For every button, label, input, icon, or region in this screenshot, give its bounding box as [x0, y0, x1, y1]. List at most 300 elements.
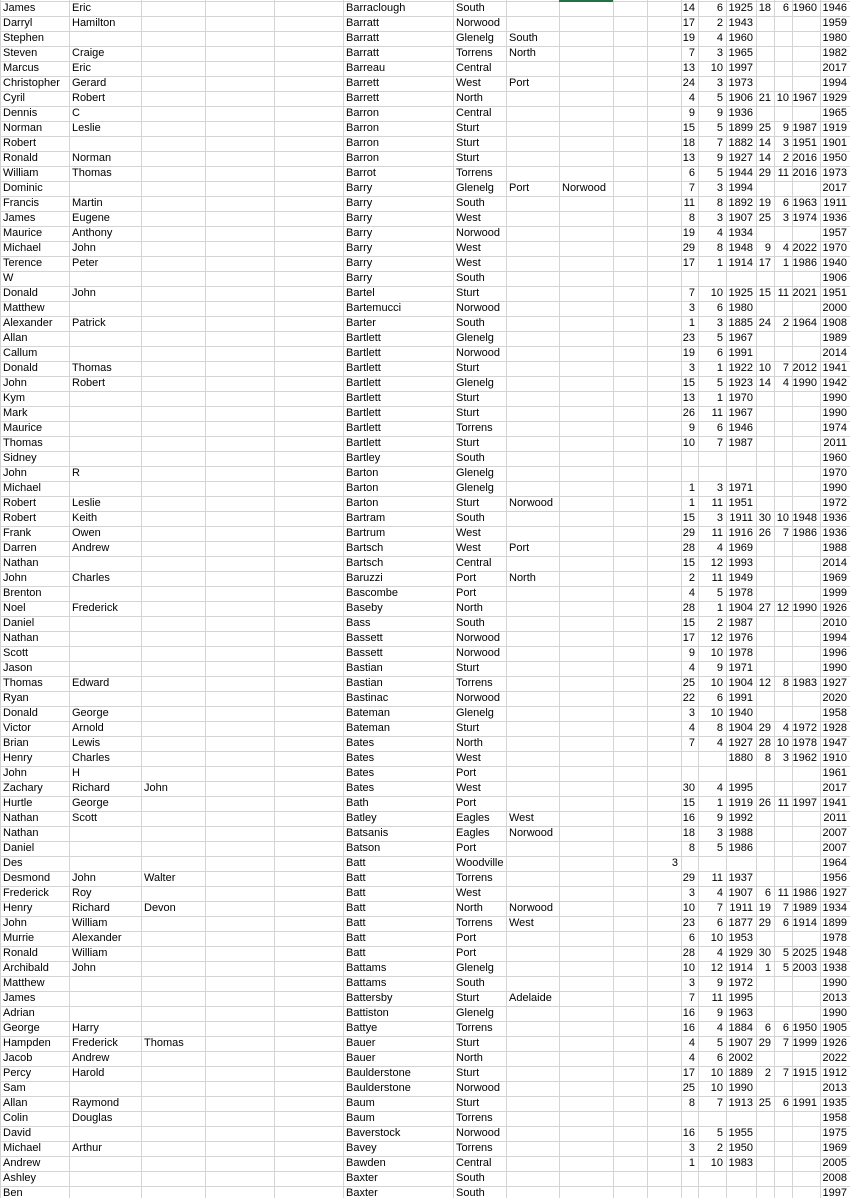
grid-cell[interactable] [144, 886, 205, 901]
grid-cell[interactable] [562, 886, 613, 901]
grid-cell[interactable]: 1899 [728, 122, 753, 134]
grid-cell[interactable]: West [456, 752, 481, 764]
grid-cell[interactable] [509, 226, 559, 241]
grid-cell[interactable] [792, 1141, 817, 1156]
grid-cell[interactable]: South [456, 452, 485, 464]
grid-cell[interactable] [144, 286, 205, 301]
grid-cell[interactable]: North [456, 737, 483, 749]
grid-cell[interactable]: 6 [688, 167, 695, 179]
grid-cell[interactable] [756, 406, 771, 421]
grid-cell[interactable]: 30 [682, 782, 695, 794]
grid-cell[interactable]: 2016 [792, 167, 817, 179]
grid-cell[interactable]: Harry [72, 1022, 99, 1034]
grid-cell[interactable] [509, 451, 559, 466]
grid-cell[interactable] [144, 376, 205, 391]
grid-cell[interactable] [698, 766, 723, 781]
grid-cell[interactable]: 10 [758, 362, 771, 374]
grid-cell[interactable]: 3 [782, 137, 789, 149]
grid-cell[interactable]: Noel [3, 602, 26, 614]
grid-cell[interactable]: Lewis [72, 737, 101, 749]
grid-cell[interactable] [509, 721, 559, 736]
grid-cell[interactable] [509, 841, 559, 856]
grid-cell[interactable] [774, 586, 789, 601]
grid-cell[interactable]: 1973 [822, 167, 847, 179]
grid-cell[interactable]: Ryan [3, 692, 29, 704]
grid-cell[interactable]: Sturt [456, 287, 480, 299]
grid-cell[interactable]: Port [456, 587, 477, 599]
grid-cell[interactable]: West [456, 542, 481, 554]
grid-cell[interactable]: 3 [716, 482, 723, 494]
grid-cell[interactable] [792, 61, 817, 76]
grid-cell[interactable] [562, 331, 613, 346]
grid-cell[interactable] [613, 151, 678, 166]
grid-cell[interactable] [613, 46, 678, 61]
grid-cell[interactable]: Jacob [3, 1052, 33, 1064]
grid-cell[interactable]: 5 [716, 332, 723, 344]
grid-cell[interactable]: Robert [3, 137, 37, 149]
grid-cell[interactable] [562, 616, 613, 631]
grid-cell[interactable]: Eagles [456, 812, 490, 824]
grid-cell[interactable] [613, 61, 678, 76]
grid-cell[interactable] [562, 196, 613, 211]
grid-cell[interactable] [756, 466, 771, 481]
grid-cell[interactable]: John [3, 917, 27, 929]
grid-cell[interactable] [72, 421, 141, 436]
grid-cell[interactable] [792, 586, 817, 601]
grid-cell[interactable]: 10 [682, 962, 695, 974]
grid-cell[interactable] [756, 991, 771, 1006]
grid-cell[interactable] [726, 1186, 753, 1198]
grid-cell[interactable]: 6 [782, 197, 789, 209]
grid-cell[interactable]: Desmond [3, 872, 51, 884]
grid-cell[interactable]: 1904 [728, 722, 753, 734]
grid-cell[interactable] [792, 1156, 817, 1171]
grid-cell[interactable]: Owen [72, 527, 101, 539]
grid-cell[interactable] [562, 286, 613, 301]
grid-cell[interactable]: 24 [758, 317, 771, 329]
grid-cell[interactable]: 28 [682, 542, 695, 554]
grid-cell[interactable]: 25 [758, 122, 771, 134]
grid-cell[interactable]: 2012 [792, 362, 817, 374]
grid-cell[interactable]: Dominic [3, 182, 43, 194]
grid-cell[interactable] [613, 751, 678, 766]
grid-cell[interactable] [774, 421, 789, 436]
grid-cell[interactable] [72, 346, 141, 361]
grid-cell[interactable]: Sturt [456, 122, 480, 134]
grid-cell[interactable]: 11 [711, 572, 723, 584]
grid-cell[interactable]: 1906 [728, 92, 753, 104]
grid-cell[interactable] [613, 271, 678, 286]
grid-cell[interactable] [774, 1051, 789, 1066]
grid-cell[interactable] [613, 976, 678, 991]
grid-cell[interactable]: South [456, 2, 485, 14]
grid-cell[interactable]: 26 [758, 527, 771, 539]
grid-cell[interactable] [562, 406, 613, 421]
grid-cell[interactable] [72, 1171, 141, 1186]
grid-cell[interactable] [144, 826, 205, 841]
grid-cell[interactable]: Edward [72, 677, 110, 689]
grid-cell[interactable]: 1974 [822, 422, 847, 434]
grid-cell[interactable] [72, 331, 141, 346]
grid-cell[interactable]: 10 [710, 287, 723, 299]
grid-cell[interactable] [613, 421, 678, 436]
grid-cell[interactable] [774, 1186, 789, 1198]
grid-cell[interactable] [613, 556, 678, 571]
grid-cell[interactable] [72, 436, 141, 451]
grid-cell[interactable] [613, 361, 678, 376]
grid-cell[interactable]: Walter [144, 872, 176, 884]
grid-cell[interactable]: 5 [716, 122, 723, 134]
grid-cell[interactable]: 1990 [728, 1082, 753, 1094]
grid-cell[interactable] [613, 286, 678, 301]
grid-cell[interactable]: Donald [3, 362, 38, 374]
grid-cell[interactable]: 1936 [822, 212, 847, 224]
grid-cell[interactable] [509, 481, 559, 496]
grid-cell[interactable]: South [456, 197, 485, 209]
grid-cell[interactable]: 12 [710, 962, 723, 974]
grid-cell[interactable] [792, 436, 817, 451]
grid-cell[interactable]: 1948 [822, 947, 847, 959]
grid-cell[interactable] [756, 1051, 771, 1066]
grid-cell[interactable] [613, 31, 678, 46]
grid-cell[interactable]: Batson [346, 842, 381, 854]
grid-cell[interactable]: 1951 [728, 497, 753, 509]
grid-cell[interactable] [792, 16, 817, 31]
grid-cell[interactable] [792, 811, 817, 826]
grid-cell[interactable] [613, 181, 678, 196]
grid-cell[interactable] [613, 121, 678, 136]
grid-cell[interactable]: 11 [711, 497, 723, 509]
grid-cell[interactable]: W [3, 272, 14, 284]
grid-cell[interactable] [756, 781, 771, 796]
grid-cell[interactable]: 9 [716, 1007, 723, 1019]
grid-cell[interactable]: Batt [346, 857, 366, 869]
grid-cell[interactable]: 2013 [822, 992, 847, 1004]
grid-cell[interactable]: 1938 [822, 962, 847, 974]
grid-cell[interactable]: 1990 [822, 662, 847, 674]
grid-cell[interactable]: 1946 [822, 2, 847, 14]
grid-cell[interactable]: 1916 [728, 527, 753, 539]
grid-cell[interactable]: 1990 [822, 977, 847, 989]
grid-cell[interactable] [144, 631, 205, 646]
grid-cell[interactable]: 1 [716, 257, 723, 269]
grid-cell[interactable] [144, 1186, 205, 1198]
grid-cell[interactable] [562, 646, 613, 661]
grid-cell[interactable]: Bartlett [346, 377, 381, 389]
grid-cell[interactable]: 10 [776, 737, 789, 749]
grid-cell[interactable] [562, 856, 613, 871]
grid-cell[interactable]: 6 [716, 1052, 723, 1064]
grid-cell[interactable]: 1944 [728, 167, 753, 179]
grid-cell[interactable]: Allan [3, 1097, 28, 1109]
grid-cell[interactable]: Allan [3, 332, 28, 344]
grid-cell[interactable]: Bastinac [346, 692, 389, 704]
grid-cell[interactable] [792, 781, 817, 796]
grid-cell[interactable]: Scott [72, 812, 98, 824]
grid-cell[interactable] [774, 1081, 789, 1096]
grid-cell[interactable] [792, 466, 817, 481]
grid-cell[interactable]: 1973 [728, 77, 753, 89]
grid-cell[interactable]: Central [456, 1157, 492, 1169]
grid-cell[interactable]: Eric [72, 2, 91, 14]
grid-cell[interactable] [144, 706, 205, 721]
grid-cell[interactable] [792, 271, 817, 286]
grid-cell[interactable] [509, 676, 559, 691]
grid-cell[interactable]: 9 [716, 107, 723, 119]
grid-cell[interactable]: 2014 [822, 347, 847, 359]
grid-cell[interactable]: Archibald [3, 962, 49, 974]
grid-cell[interactable] [144, 406, 205, 421]
grid-cell[interactable] [509, 1066, 559, 1081]
grid-cell[interactable]: Frederick [72, 1037, 118, 1049]
grid-cell[interactable]: South [456, 1172, 485, 1184]
grid-cell[interactable]: 1940 [822, 257, 847, 269]
grid-cell[interactable]: 14 [758, 152, 771, 164]
grid-cell[interactable]: 29 [758, 917, 771, 929]
grid-cell[interactable]: Bates [346, 782, 375, 794]
grid-cell[interactable]: 15 [682, 617, 695, 629]
grid-cell[interactable] [144, 841, 205, 856]
grid-cell[interactable] [562, 991, 613, 1006]
grid-cell[interactable] [613, 1051, 678, 1066]
grid-cell[interactable] [613, 646, 678, 661]
grid-cell[interactable]: Glenelg [456, 707, 494, 719]
grid-cell[interactable] [756, 841, 771, 856]
grid-cell[interactable] [72, 661, 141, 676]
grid-cell[interactable]: Norwood [456, 692, 501, 704]
grid-cell[interactable] [144, 1066, 205, 1081]
grid-cell[interactable] [756, 976, 771, 991]
grid-cell[interactable]: Ben [3, 1187, 23, 1198]
grid-cell[interactable]: 7 [782, 1067, 789, 1079]
grid-cell[interactable]: Barry [346, 212, 373, 224]
grid-cell[interactable] [562, 916, 613, 931]
grid-cell[interactable]: Baseby [346, 602, 383, 614]
grid-cell[interactable]: 1970 [822, 467, 847, 479]
grid-cell[interactable]: Hurtle [3, 797, 33, 809]
grid-cell[interactable] [144, 601, 205, 616]
grid-cell[interactable]: Bauer [346, 1037, 376, 1049]
grid-cell[interactable]: Sturt [456, 152, 480, 164]
grid-cell[interactable] [144, 61, 205, 76]
grid-cell[interactable]: Michael [3, 482, 41, 494]
grid-cell[interactable]: Andrew [3, 1157, 41, 1169]
grid-cell[interactable] [613, 196, 678, 211]
grid-cell[interactable]: James [3, 2, 36, 14]
grid-cell[interactable]: 1907 [728, 212, 753, 224]
grid-cell[interactable] [774, 1141, 789, 1156]
grid-cell[interactable]: John [3, 377, 27, 389]
grid-cell[interactable]: Peter [72, 257, 99, 269]
grid-cell[interactable]: 3 [716, 827, 723, 839]
grid-cell[interactable] [144, 196, 205, 211]
grid-cell[interactable]: South [456, 512, 485, 524]
grid-cell[interactable] [562, 931, 613, 946]
grid-cell[interactable] [774, 781, 789, 796]
grid-cell[interactable] [144, 931, 205, 946]
grid-cell[interactable]: 11 [777, 167, 789, 179]
grid-cell[interactable] [792, 856, 817, 871]
grid-cell[interactable] [72, 406, 141, 421]
grid-cell[interactable]: 1988 [822, 542, 847, 554]
grid-cell[interactable] [144, 1171, 205, 1186]
grid-cell[interactable]: Eugene [72, 212, 110, 224]
grid-cell[interactable] [509, 1111, 559, 1126]
grid-cell[interactable] [613, 691, 678, 706]
grid-cell[interactable] [509, 421, 559, 436]
grid-cell[interactable] [509, 361, 559, 376]
grid-cell[interactable] [509, 796, 559, 811]
grid-cell[interactable]: Bates [346, 737, 375, 749]
grid-cell[interactable]: 4 [782, 377, 789, 389]
grid-cell[interactable] [613, 826, 678, 841]
grid-cell[interactable]: 1969 [822, 1142, 847, 1154]
grid-cell[interactable]: 2017 [822, 182, 847, 194]
grid-cell[interactable] [681, 451, 695, 466]
grid-cell[interactable]: 14 [758, 377, 771, 389]
grid-cell[interactable] [144, 526, 205, 541]
grid-cell[interactable]: 13 [682, 152, 695, 164]
grid-cell[interactable] [613, 736, 678, 751]
grid-cell[interactable]: Devon [144, 902, 176, 914]
grid-cell[interactable]: 3 [782, 752, 789, 764]
grid-cell[interactable]: 4 [688, 587, 695, 599]
grid-cell[interactable]: Baum [346, 1097, 375, 1109]
grid-cell[interactable] [698, 271, 723, 286]
grid-cell[interactable] [72, 31, 141, 46]
grid-cell[interactable]: 6 [716, 422, 723, 434]
grid-cell[interactable]: 1885 [728, 317, 753, 329]
grid-cell[interactable]: 4 [688, 92, 695, 104]
grid-cell[interactable] [562, 571, 613, 586]
grid-cell[interactable] [562, 481, 613, 496]
grid-cell[interactable]: John [3, 572, 27, 584]
grid-cell[interactable]: Andrew [72, 1052, 110, 1064]
grid-cell[interactable]: 2 [716, 617, 723, 629]
grid-cell[interactable] [562, 106, 613, 121]
grid-cell[interactable]: Barron [346, 122, 380, 134]
grid-cell[interactable]: 19 [682, 32, 695, 44]
grid-cell[interactable] [562, 301, 613, 316]
grid-cell[interactable]: Baulderstone [346, 1067, 411, 1079]
grid-cell[interactable] [792, 406, 817, 421]
grid-cell[interactable] [144, 256, 205, 271]
grid-cell[interactable] [509, 331, 559, 346]
grid-cell[interactable]: 1949 [728, 572, 753, 584]
grid-cell[interactable]: 1 [782, 257, 789, 269]
grid-cell[interactable]: Barraclough [346, 2, 406, 14]
grid-cell[interactable] [562, 721, 613, 736]
grid-cell[interactable]: Bartlett [346, 407, 381, 419]
grid-cell[interactable]: 1987 [728, 617, 753, 629]
grid-cell[interactable]: Battiston [346, 1007, 389, 1019]
grid-cell[interactable]: Bates [346, 752, 375, 764]
grid-cell[interactable]: Port [456, 797, 477, 809]
grid-cell[interactable] [756, 331, 771, 346]
grid-cell[interactable]: 2021 [792, 287, 817, 299]
grid-cell[interactable] [613, 931, 678, 946]
grid-cell[interactable]: Frederick [72, 602, 118, 614]
grid-cell[interactable]: Bass [346, 617, 371, 629]
grid-cell[interactable]: Battye [346, 1022, 378, 1034]
grid-cell[interactable]: 1959 [822, 17, 847, 29]
grid-cell[interactable]: South [509, 32, 538, 44]
grid-cell[interactable]: 1 [688, 497, 695, 509]
grid-cell[interactable]: South [456, 272, 485, 284]
grid-cell[interactable]: 1986 [792, 257, 817, 269]
grid-cell[interactable] [774, 766, 789, 781]
grid-cell[interactable] [562, 1066, 613, 1081]
grid-cell[interactable]: Baxter [346, 1187, 378, 1198]
grid-cell[interactable] [509, 601, 559, 616]
grid-cell[interactable]: 1997 [792, 797, 817, 809]
grid-cell[interactable] [562, 466, 613, 481]
grid-cell[interactable]: 2017 [822, 62, 847, 74]
grid-cell[interactable]: Bartlett [346, 392, 381, 404]
grid-cell[interactable]: North [456, 902, 483, 914]
grid-cell[interactable]: Frank [3, 527, 32, 539]
grid-cell[interactable]: West [509, 917, 534, 929]
grid-cell[interactable]: 1927 [728, 152, 753, 164]
grid-cell[interactable] [144, 1156, 205, 1171]
grid-cell[interactable]: 2013 [822, 1082, 847, 1094]
grid-cell[interactable] [774, 976, 789, 991]
grid-cell[interactable]: 3 [688, 887, 695, 899]
grid-cell[interactable] [792, 766, 817, 781]
grid-cell[interactable]: 13 [682, 62, 695, 74]
grid-cell[interactable] [509, 136, 559, 151]
grid-cell[interactable] [756, 391, 771, 406]
grid-cell[interactable] [613, 1156, 678, 1171]
grid-cell[interactable] [509, 781, 559, 796]
grid-cell[interactable]: Daniel [3, 842, 35, 854]
grid-cell[interactable]: 10 [710, 647, 723, 659]
grid-cell[interactable]: 13 [682, 392, 695, 404]
grid-cell[interactable]: Port [509, 182, 530, 194]
grid-cell[interactable]: 1971 [728, 482, 753, 494]
grid-cell[interactable]: Barry [346, 197, 373, 209]
grid-cell[interactable]: 1972 [728, 977, 753, 989]
grid-cell[interactable]: Torrens [456, 677, 493, 689]
grid-cell[interactable]: Cyril [3, 92, 25, 104]
grid-cell[interactable] [792, 571, 817, 586]
grid-cell[interactable] [562, 1186, 613, 1198]
grid-cell[interactable] [562, 511, 613, 526]
grid-cell[interactable]: Woodville [456, 857, 504, 869]
grid-cell[interactable]: 10 [776, 92, 789, 104]
grid-cell[interactable] [144, 421, 205, 436]
grid-cell[interactable]: Bartlett [346, 437, 381, 449]
grid-cell[interactable] [613, 1081, 678, 1096]
grid-cell[interactable]: Adelaide [509, 992, 552, 1004]
grid-cell[interactable]: 1905 [822, 1022, 847, 1034]
grid-cell[interactable] [509, 346, 559, 361]
grid-cell[interactable]: 1946 [728, 422, 753, 434]
grid-cell[interactable]: Barry [346, 272, 373, 284]
grid-cell[interactable] [774, 1171, 789, 1186]
grid-cell[interactable]: William [3, 167, 39, 179]
grid-cell[interactable]: 29 [758, 1037, 771, 1049]
grid-cell[interactable]: Frederick [3, 887, 49, 899]
grid-cell[interactable] [509, 211, 559, 226]
grid-cell[interactable]: John [3, 467, 27, 479]
grid-cell[interactable]: Baum [346, 1112, 375, 1124]
grid-cell[interactable]: South [456, 317, 485, 329]
grid-cell[interactable]: 8 [782, 677, 789, 689]
grid-cell[interactable]: 6 [716, 347, 723, 359]
grid-cell[interactable] [562, 421, 613, 436]
grid-cell[interactable] [774, 631, 789, 646]
